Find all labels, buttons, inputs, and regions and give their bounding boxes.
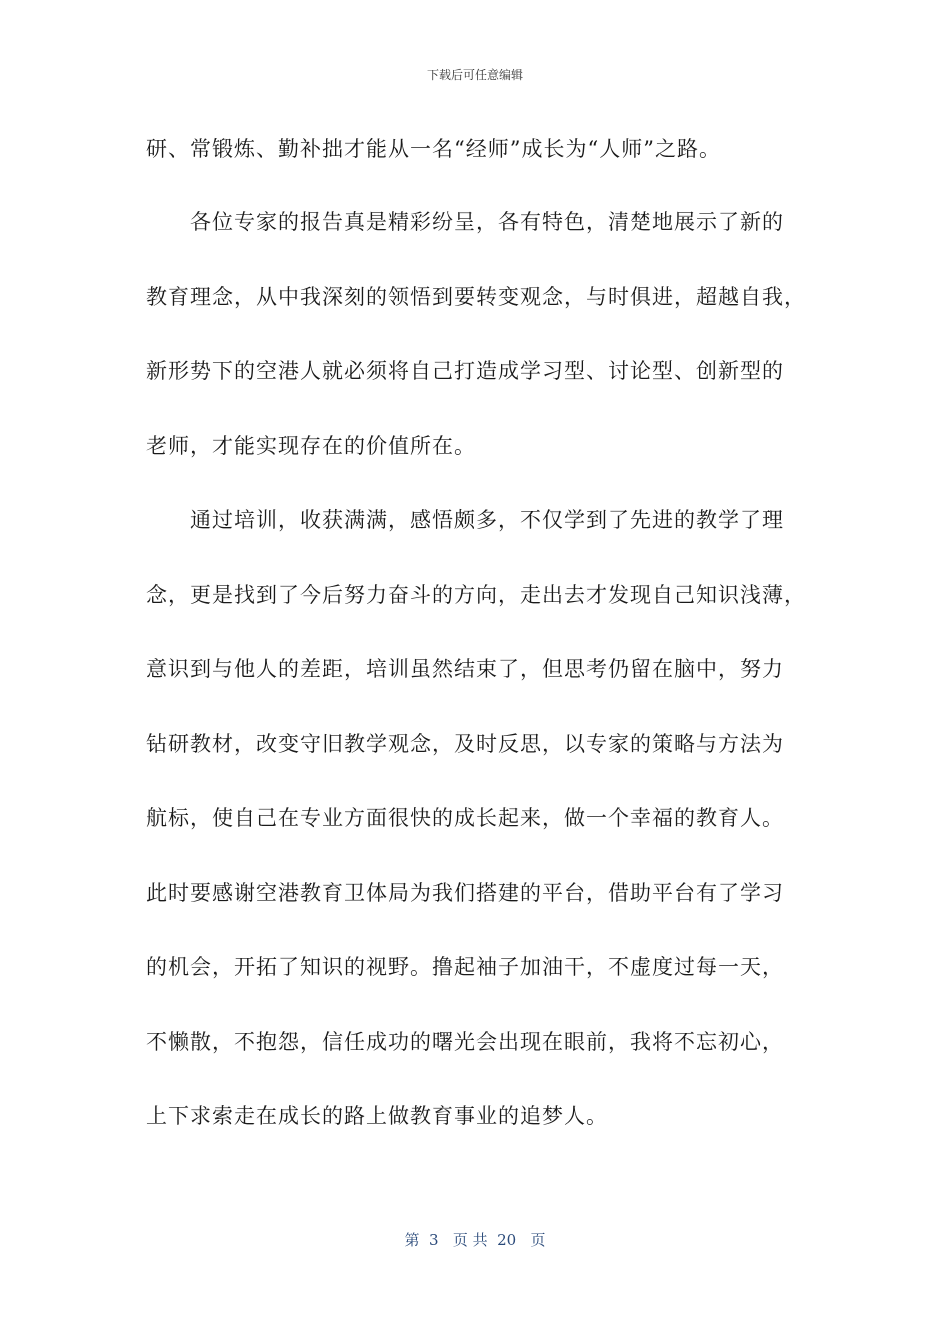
- body-line-2: 各位专家的报告真是精彩纷呈，各有特色，清楚地展示了新的: [190, 210, 784, 234]
- body-line-7: 念，更是找到了今后努力奋斗的方向，走出去才发现自己知识浅薄，: [146, 583, 806, 607]
- body-line-11: 此时要感谢空港教育卫体局为我们搭建的平台，借助平台有了学习: [146, 881, 784, 905]
- body-line-8: 意识到与他人的差距，培训虽然结束了，但思考仍留在脑中，努力: [146, 657, 784, 681]
- body-line-9: 钻研教材，改变守旧教学观念，及时反思，以专家的策略与方法为: [146, 732, 784, 756]
- body-line-10: 航标，使自己在专业方面很快的成长起来，做一个幸福的教育人。: [146, 806, 784, 830]
- page-header: 下载后可任意编辑: [426, 68, 523, 82]
- body-line-4: 新形势下的空港人就必须将自己打造成学习型、讨论型、创新型的: [146, 359, 784, 383]
- body-line-1: 研、常锻炼、勤补拙才能从一名“经师”成长为“人师”之路。: [146, 137, 721, 161]
- body-line-3: 教育理念，从中我深刻的领悟到要转变观念，与时俱进，超越自我，: [146, 285, 806, 309]
- body-line-5: 老师，才能实现存在的价值所在。: [146, 434, 476, 458]
- body-line-13: 不懒散，不抱怨，信任成功的曙光会出现在眼前，我将不忘初心，: [146, 1030, 784, 1054]
- body-line-14: 上下求索走在成长的路上做教育事业的追梦人。: [146, 1104, 608, 1128]
- body-line-12: 的机会，开拓了知识的视野。撸起袖子加油干，不虚度过每一天，: [146, 955, 784, 979]
- page-number-footer: 第 3 页 共 20 页: [404, 1231, 546, 1249]
- body-line-6: 通过培训，收获满满，感悟颇多，不仅学到了先进的教学了理: [190, 508, 784, 532]
